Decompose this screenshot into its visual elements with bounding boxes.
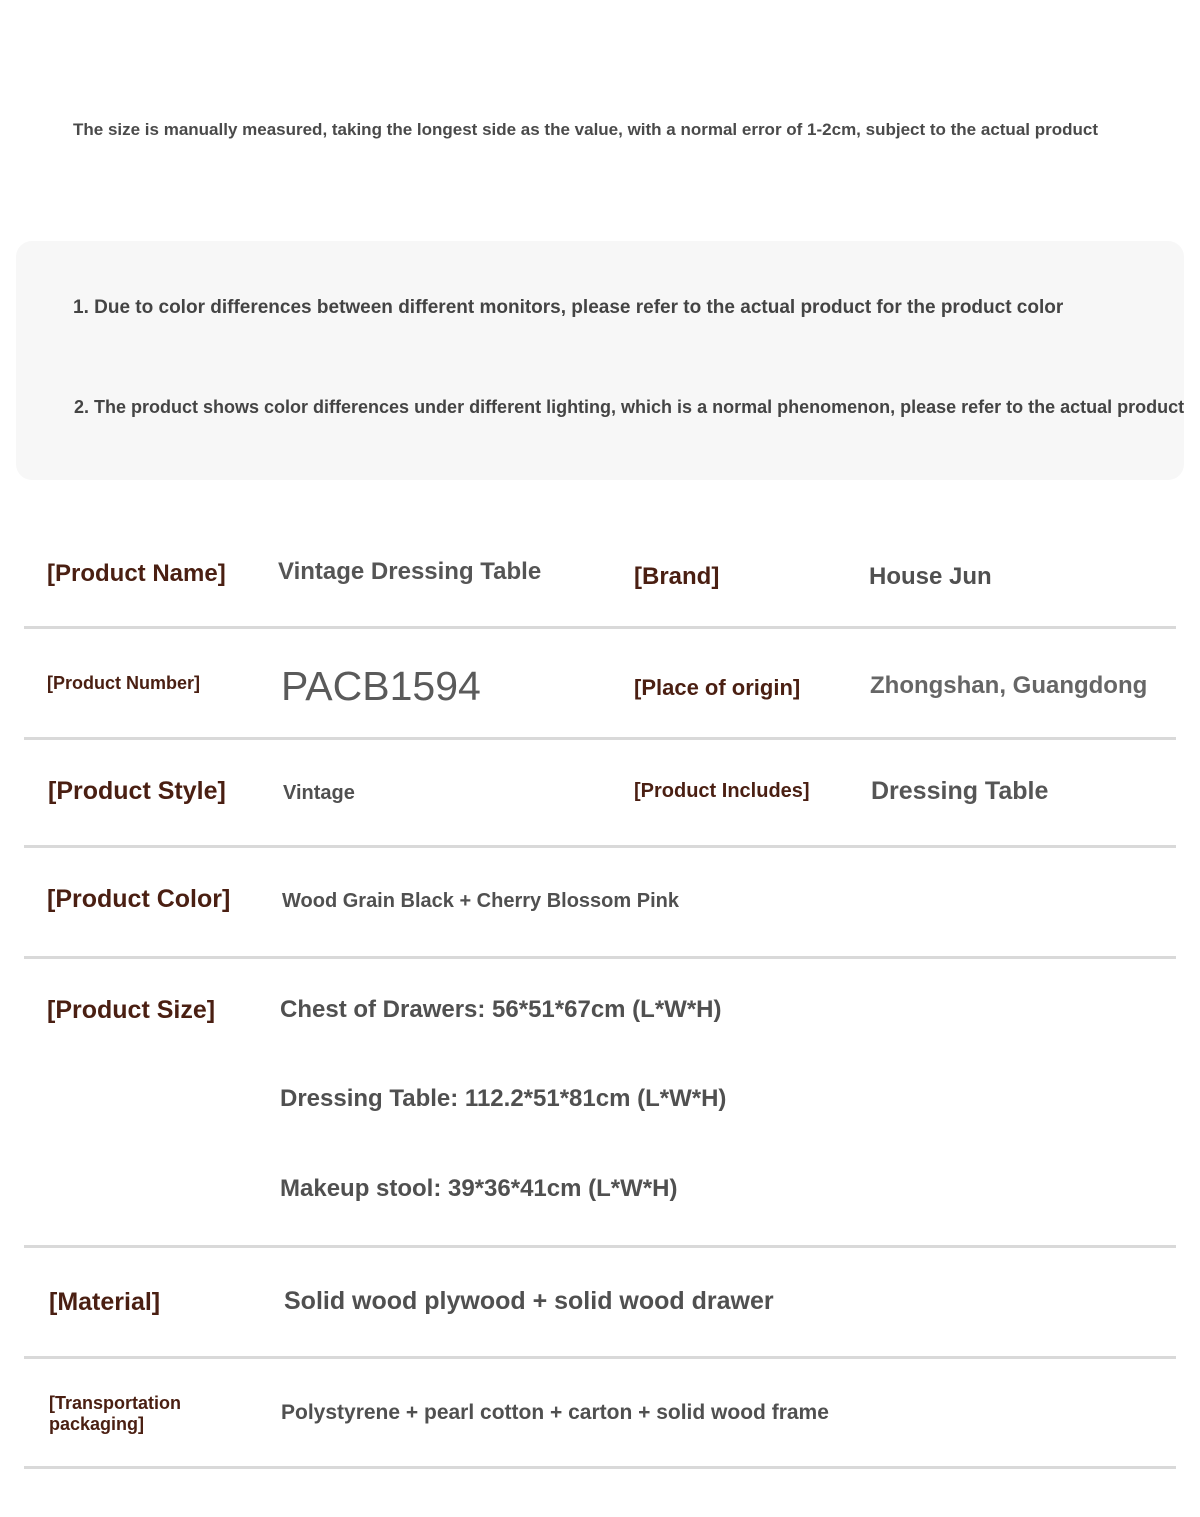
size-value-drawers: Chest of Drawers: 56*51*67cm (L*W*H) bbox=[280, 996, 722, 1023]
row-divider bbox=[24, 737, 1176, 740]
brand-label: [Brand] bbox=[634, 563, 720, 590]
notice-item-1: 1. Due to color differences between different monitors, please refer to the actual product for the product color bbox=[73, 297, 1064, 318]
brand-value: House Jun bbox=[869, 563, 992, 590]
style-value: Vintage bbox=[283, 782, 355, 804]
size-label: [Product Size] bbox=[47, 996, 216, 1024]
product-number-label: [Product Number] bbox=[47, 673, 200, 693]
includes-value: Dressing Table bbox=[871, 777, 1049, 805]
size-value-stool: Makeup stool: 39*36*41cm (L*W*H) bbox=[280, 1175, 678, 1202]
packaging-value: Polystyrene + pearl cotton + carton + solid wood frame bbox=[281, 1401, 829, 1424]
row-divider bbox=[24, 626, 1176, 629]
size-value-table: Dressing Table: 112.2*51*81cm (L*W*H) bbox=[280, 1085, 727, 1112]
color-value: Wood Grain Black + Cherry Blossom Pink bbox=[282, 890, 679, 912]
row-divider bbox=[24, 1356, 1176, 1359]
packaging-label: [Transportation packaging] bbox=[49, 1393, 182, 1434]
size-note: The size is manually measured, taking the longest side as the value, with a normal error of 1-2cm, subject to the actual product bbox=[73, 120, 1098, 139]
row-divider bbox=[24, 1245, 1176, 1248]
color-label: [Product Color] bbox=[47, 885, 231, 913]
product-name-label: [Product Name] bbox=[47, 560, 226, 587]
row-divider bbox=[24, 956, 1176, 959]
row-divider bbox=[24, 845, 1176, 848]
product-number-value: PACB1594 bbox=[281, 663, 481, 709]
includes-label: [Product Includes] bbox=[634, 780, 810, 802]
material-value: Solid wood plywood + solid wood drawer bbox=[284, 1287, 774, 1315]
material-label: [Material] bbox=[49, 1288, 161, 1316]
product-name-value: Vintage Dressing Table bbox=[278, 558, 542, 585]
origin-value: Zhongshan, Guangdong bbox=[870, 672, 1148, 699]
notice-item-2: 2. The product shows color differences under different lighting, which is a normal phenomenon, please refer to the actual product bbox=[74, 397, 1185, 417]
notice-box bbox=[16, 241, 1184, 480]
origin-label: [Place of origin] bbox=[634, 675, 801, 700]
style-label: [Product Style] bbox=[48, 777, 226, 805]
row-divider bbox=[24, 1466, 1176, 1469]
